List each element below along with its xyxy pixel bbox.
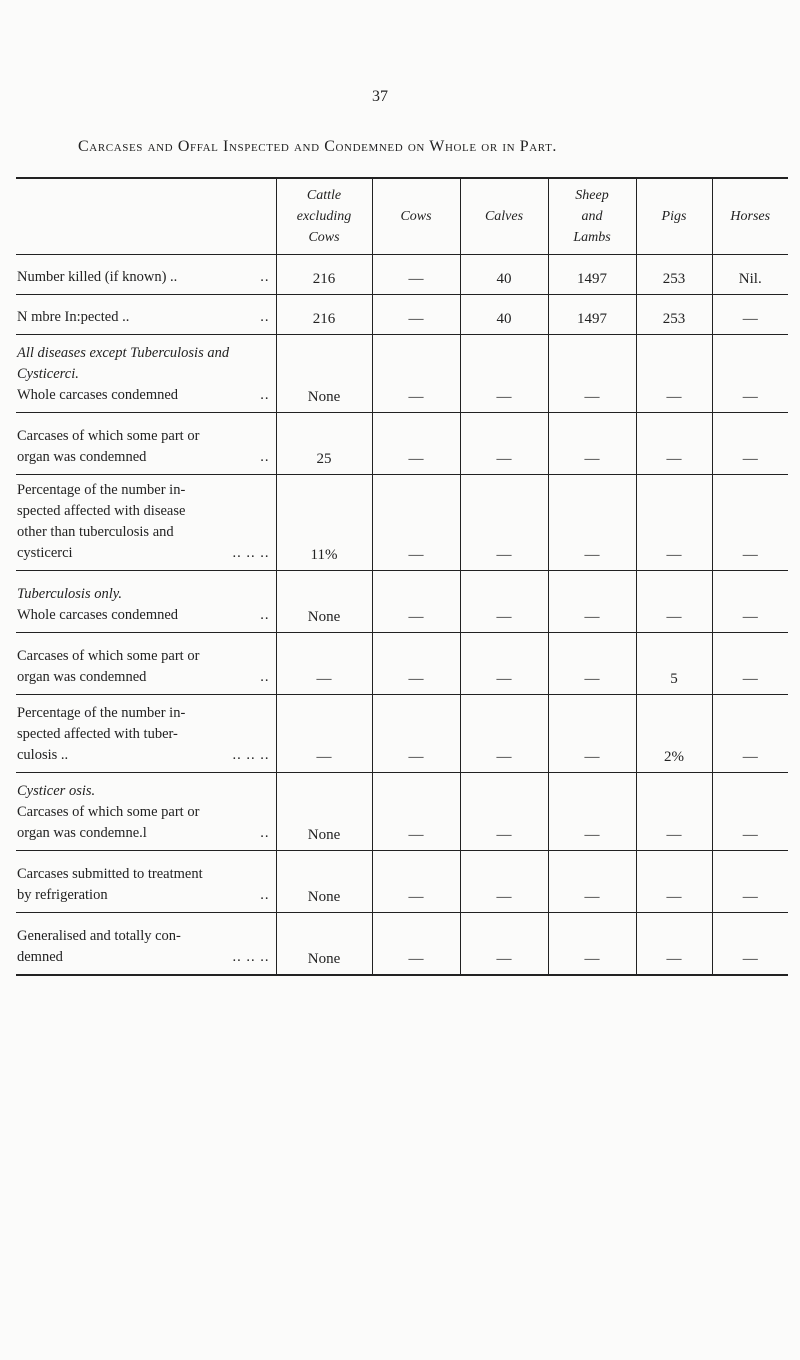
leader-dots: ..	[260, 887, 270, 903]
table-cell: None	[276, 851, 372, 913]
table-cell: 253	[636, 255, 712, 295]
table-cell: —	[712, 571, 788, 633]
table-cell: —	[712, 475, 788, 571]
row-label-line	[17, 885, 270, 906]
table-cell: —	[636, 851, 712, 913]
table-cell: None	[276, 335, 372, 413]
table-cell: —	[636, 773, 712, 851]
leader-dots: .. .. ..	[232, 747, 270, 763]
table-cell: —	[460, 695, 548, 773]
row-label-text: N mbre In:pected ..	[17, 309, 130, 325]
column-header-line: and	[581, 208, 603, 224]
leader-dots: ..	[260, 607, 270, 623]
table-cell: —	[372, 475, 460, 571]
table-cell: 253	[636, 295, 712, 335]
table-cell: —	[460, 475, 548, 571]
table-cell: —	[548, 571, 636, 633]
table-cell: —	[636, 475, 712, 571]
row-label-line: Percentage of the number in-	[17, 482, 186, 498]
leader-dots: .. .. ..	[232, 948, 270, 965]
column-header-line: Sheep	[575, 187, 609, 203]
column-header-line: Calves	[484, 208, 524, 224]
row-label-line: Percentage of the number in-	[17, 705, 186, 721]
table-cell: —	[636, 571, 712, 633]
table-row	[16, 773, 788, 851]
table-cell: —	[460, 335, 548, 413]
leader-dots: ..	[260, 669, 270, 685]
section-heading: Cysticer osis.	[17, 783, 96, 799]
column-header	[548, 178, 636, 255]
table-row	[16, 633, 788, 695]
section-heading: All diseases except Tuberculosis and Cysticerci.	[17, 345, 230, 382]
table-cell: 1497	[548, 295, 636, 335]
table-cell: 25	[276, 413, 372, 475]
column-header-line: excluding	[296, 208, 352, 224]
table-cell: —	[636, 335, 712, 413]
page-number: 37	[372, 88, 388, 105]
table-cell: —	[460, 413, 548, 475]
row-label-line: Generalised and totally con-	[17, 927, 181, 944]
table-cell: —	[636, 913, 712, 975]
row-label-text: organ was condemned	[17, 669, 147, 685]
row-label	[16, 695, 276, 773]
table-cell: 1497	[548, 255, 636, 295]
table-cell: —	[372, 773, 460, 851]
row-label-line: Carcases of which some part or	[17, 648, 200, 664]
row-label	[16, 773, 276, 851]
table-cell: —	[460, 571, 548, 633]
table-cell: Nil.	[712, 255, 788, 295]
column-header-line: Horses	[730, 208, 771, 224]
table-cell: —	[372, 913, 460, 975]
table-cell: —	[276, 695, 372, 773]
row-label	[16, 571, 276, 633]
table-cell: 2%	[636, 695, 712, 773]
leader-dots: ..	[260, 387, 270, 403]
row-label-line	[17, 823, 270, 844]
table-row	[16, 295, 788, 335]
leader-dots: .. .. ..	[232, 545, 270, 561]
column-header	[372, 178, 460, 255]
section-heading: Tuberculosis only.	[17, 586, 122, 602]
row-label-line: Carcases of which some part or	[17, 428, 200, 444]
column-header	[276, 178, 372, 255]
row-label-text: demned	[17, 948, 63, 965]
row-label-text: culosis ..	[17, 747, 69, 763]
table-cell: —	[548, 695, 636, 773]
column-header	[636, 178, 712, 255]
row-label-line	[17, 267, 270, 288]
row-label	[16, 633, 276, 695]
table-row	[16, 571, 788, 633]
table-row	[16, 695, 788, 773]
column-header-line: Lambs	[573, 229, 611, 245]
column-header	[712, 178, 788, 255]
row-label-line	[17, 385, 270, 406]
table-row	[16, 413, 788, 475]
row-label-text: organ was condemned	[17, 449, 147, 465]
row-label	[16, 851, 276, 913]
table-cell: —	[372, 255, 460, 295]
table-cell: —	[712, 335, 788, 413]
table-cell: —	[712, 773, 788, 851]
table-cell: —	[460, 773, 548, 851]
table-cell: —	[712, 913, 788, 975]
row-label-line	[17, 605, 270, 626]
table-cell: —	[372, 851, 460, 913]
leader-dots: ..	[260, 449, 270, 465]
table-cell: —	[636, 413, 712, 475]
table-row	[16, 913, 788, 975]
table-body	[16, 255, 788, 975]
table-cell: —	[548, 335, 636, 413]
row-label-line: spected affected with disease	[17, 503, 186, 519]
table-cell: —	[372, 413, 460, 475]
table-cell: —	[548, 475, 636, 571]
inspection-table	[16, 178, 788, 976]
table-cell: —	[372, 571, 460, 633]
table-cell: —	[548, 413, 636, 475]
header-corner	[16, 178, 276, 255]
table-cell: —	[372, 633, 460, 695]
table-cell: —	[372, 695, 460, 773]
row-label	[16, 295, 276, 335]
column-header-line: Cows	[308, 229, 340, 245]
table-cell: —	[276, 633, 372, 695]
leader-dots: ..	[260, 309, 270, 325]
row-label-text: Number killed (if known) ..	[17, 269, 178, 285]
row-label-text: by refrigeration	[17, 887, 108, 903]
table-cell: 40	[460, 255, 548, 295]
row-label-line	[17, 745, 270, 766]
row-label-line	[17, 667, 270, 688]
table-cell: None	[276, 773, 372, 851]
table-cell: —	[712, 695, 788, 773]
row-label-line	[17, 947, 270, 968]
row-label	[16, 335, 276, 413]
table-cell: —	[712, 295, 788, 335]
row-label-line: Carcases submitted to treatment	[17, 866, 203, 882]
row-label-line	[17, 543, 270, 564]
table-cell: —	[712, 851, 788, 913]
row-label	[16, 413, 276, 475]
row-label	[16, 913, 276, 975]
table-cell: —	[372, 295, 460, 335]
table-cell: —	[548, 633, 636, 695]
row-label	[16, 255, 276, 295]
table-cell: —	[712, 633, 788, 695]
column-header	[460, 178, 548, 255]
column-header-line: Cattle	[306, 187, 342, 203]
table-row	[16, 335, 788, 413]
row-label-text: Whole carcases condemned	[17, 387, 179, 403]
table-row	[16, 475, 788, 571]
table-cell: 216	[276, 255, 372, 295]
leader-dots: ..	[260, 269, 270, 285]
table-cell: —	[372, 335, 460, 413]
table-cell: —	[712, 413, 788, 475]
row-label-line	[17, 447, 270, 468]
row-label-text: Whole carcases condemned	[17, 607, 179, 623]
row-label	[16, 475, 276, 571]
row-label-line: Carcases of which some part or	[17, 804, 200, 820]
table-row	[16, 255, 788, 295]
table-cell: None	[276, 571, 372, 633]
table-cell: 40	[460, 295, 548, 335]
table-cell: 11%	[276, 475, 372, 571]
table-cell: —	[460, 633, 548, 695]
table-cell: —	[548, 913, 636, 975]
row-label-line: spected affected with tuber-	[17, 726, 178, 742]
row-label-line: other than tuberculosis and	[17, 524, 174, 540]
table-cell: 5	[636, 633, 712, 695]
page-title: Carcases and Offal Inspected and Condemned on Whole or in Part.	[78, 138, 557, 155]
column-header-line: Cows	[400, 208, 432, 224]
leader-dots: ..	[260, 825, 270, 841]
table-cell: —	[460, 851, 548, 913]
table-cell: 216	[276, 295, 372, 335]
table-cell: —	[548, 851, 636, 913]
table-cell: —	[460, 913, 548, 975]
header-row	[16, 178, 788, 255]
row-label-line	[17, 307, 270, 328]
table-row	[16, 851, 788, 913]
row-label-text: organ was condemne.l	[17, 825, 147, 841]
row-label-text: cysticerci	[17, 545, 73, 561]
column-header-line: Pigs	[661, 208, 687, 224]
table-cell: —	[548, 773, 636, 851]
table-cell: None	[276, 913, 372, 975]
